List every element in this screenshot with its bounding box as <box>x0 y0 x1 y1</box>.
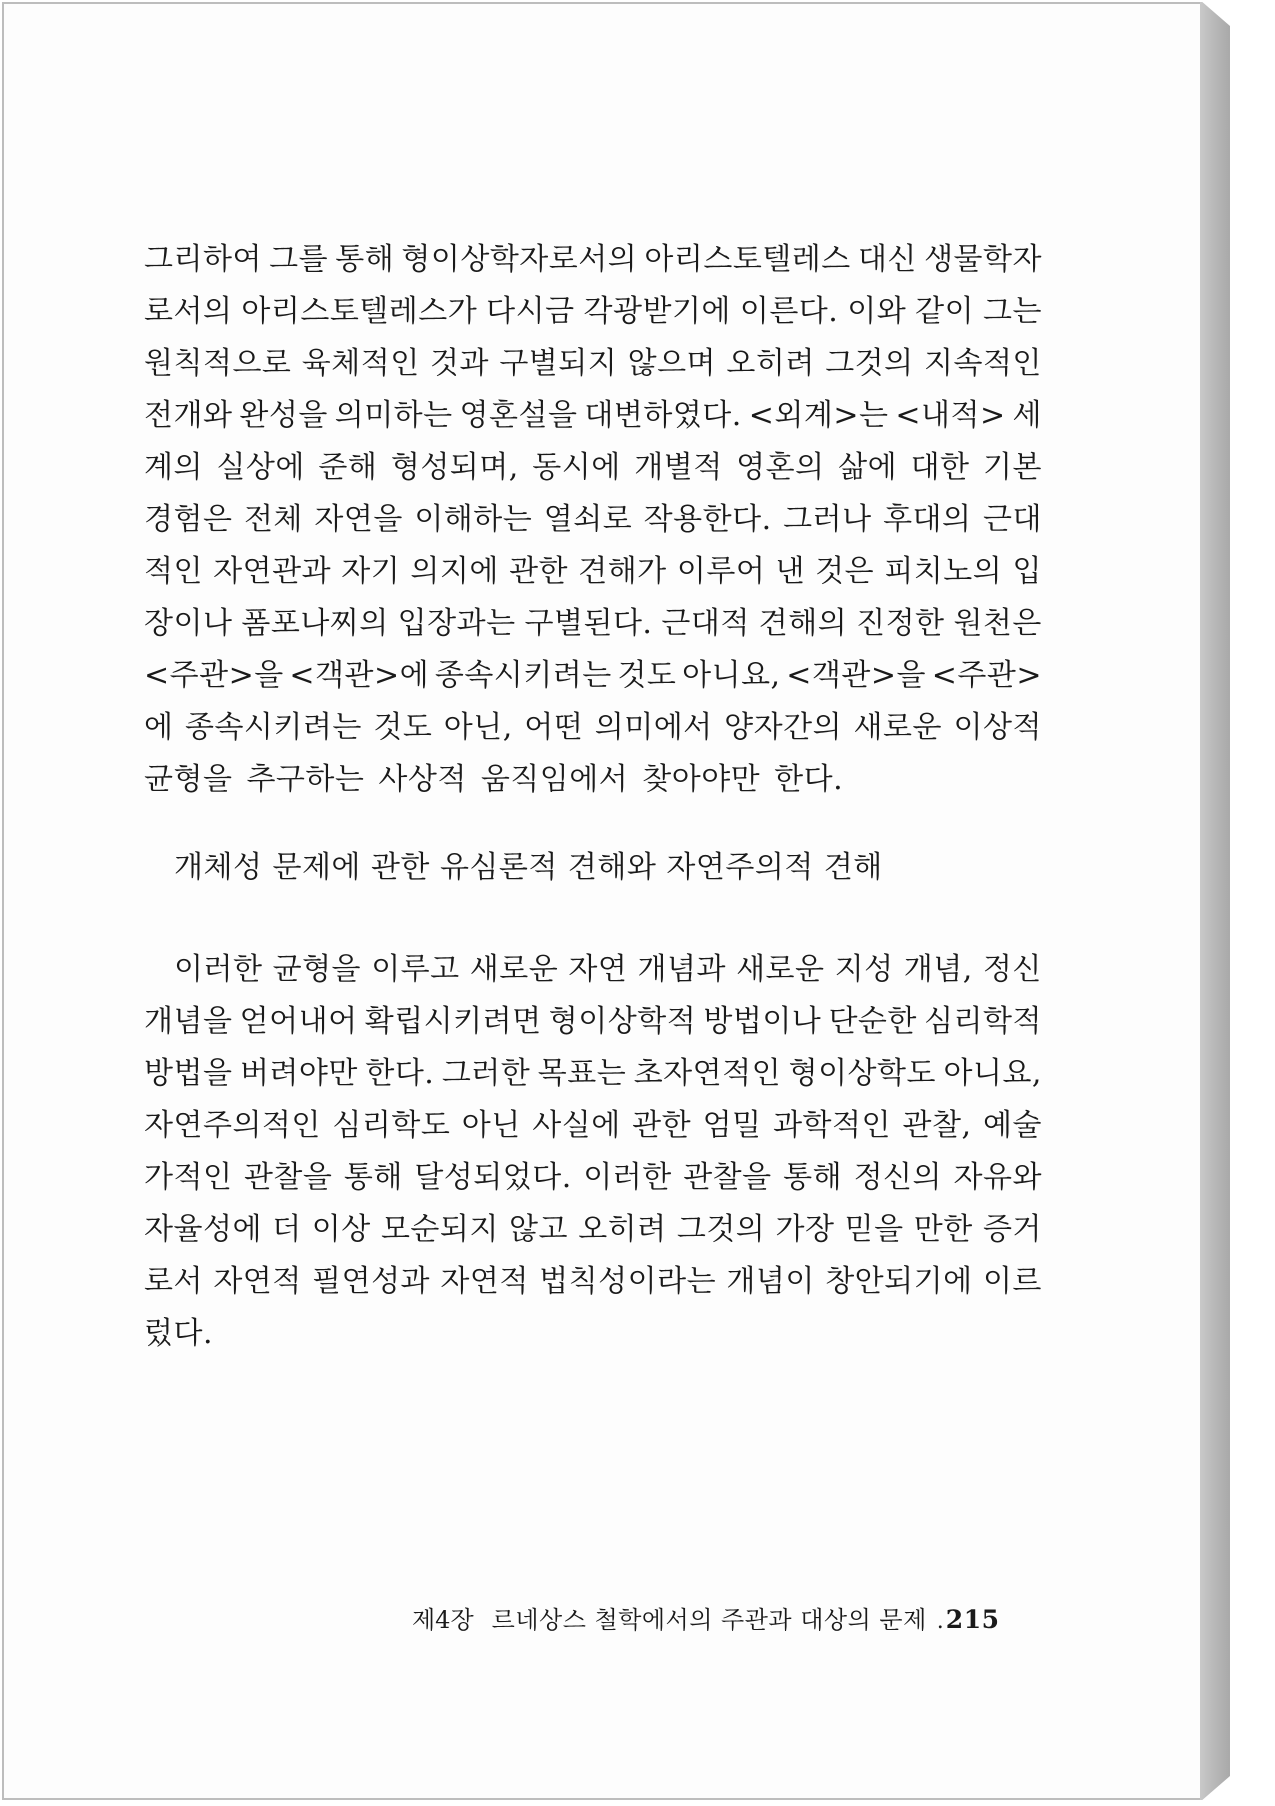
footer-dot: . <box>936 1609 944 1634</box>
text-line: 자연주의적인 심리학도 아닌 사실에 관한 엄밀 과학적인 관찰, 예술 <box>144 1108 1042 1143</box>
running-footer <box>412 1600 1022 1642</box>
text-line: 자율성에 더 이상 모순되지 않고 오히려 그것의 가장 믿을 만한 증거 <box>144 1212 1042 1247</box>
page-number: 215 <box>945 1605 1000 1634</box>
text-line: 전개와 완성을 의미하는 영혼설을 대변하였다. <외계>는 <내적> 세 <box>144 398 1042 433</box>
text-line: 그리하여 그를 통해 형이상학자로서의 아리스토텔레스 대신 생물학자 <box>144 242 1042 277</box>
book-page <box>2 2 1200 1800</box>
text-line: 가적인 관찰을 통해 달성되었다. 이러한 관찰을 통해 정신의 자유와 <box>144 1160 1042 1195</box>
text-line: 방법을 버려야만 한다. 그러한 목표는 초자연적인 형이상학도 아니요, <box>144 1056 1042 1091</box>
text-line: 개념을 얻어내어 확립시키려면 형이상학적 방법이나 단순한 심리학적 <box>144 1004 1042 1039</box>
book-page-edge <box>1200 2 1230 1800</box>
text-line: 적인 자연관과 자기 의지에 관한 견해가 이루어 낸 것은 피치노의 입 <box>144 554 1042 589</box>
page-edge-corner-bottom <box>1200 1776 1230 1802</box>
text-line: 장이나 폼포나찌의 입장과는 구별된다. 근대적 견해의 진정한 원천은 <box>144 606 1042 641</box>
text-line: 렀다. <box>144 1316 213 1351</box>
text-line: 로서 자연적 필연성과 자연적 법칙성이라는 개념이 창안되기에 이르 <box>144 1264 1042 1299</box>
text-line: 원칙적으로 육체적인 것과 구별되지 않으며 오히려 그것의 지속적인 <box>144 346 1042 381</box>
text-line: 로서의 아리스토텔레스가 다시금 각광받기에 이른다. 이와 같이 그는 <box>144 294 1042 329</box>
body-paragraph-2 <box>144 944 1042 1360</box>
footer-chapter: 제4장 <box>412 1606 474 1634</box>
text-line: 이러한 균형을 이루고 새로운 자연 개념과 새로운 지성 개념, 정신 <box>174 952 1042 987</box>
page-edge-corner-top <box>1200 0 1230 26</box>
text-line: 경험은 전체 자연을 이해하는 열쇠로 작용한다. 그러나 후대의 근대 <box>144 502 1042 537</box>
text-line: 에 종속시키려는 것도 아닌, 어떤 의미에서 양자간의 새로운 이상적 <box>144 710 1042 745</box>
text-line: 계의 실상에 준해 형성되며, 동시에 개별적 영혼의 삶에 대한 기본 <box>144 450 1042 485</box>
footer-title: 르네상스 철학에서의 주관과 대상의 문제 <box>491 1606 927 1634</box>
text-line: <주관>을 <객관>에 종속시키려는 것도 아니요, <객관>을 <주관> <box>144 658 1042 693</box>
section-heading: 개체성 문제에 관한 유심론적 견해와 자연주의적 견해 <box>174 850 883 885</box>
text-line: 균형을 추구하는 사상적 움직임에서 찾아야만 한다. <box>144 762 844 797</box>
body-paragraph-1 <box>144 234 1042 806</box>
